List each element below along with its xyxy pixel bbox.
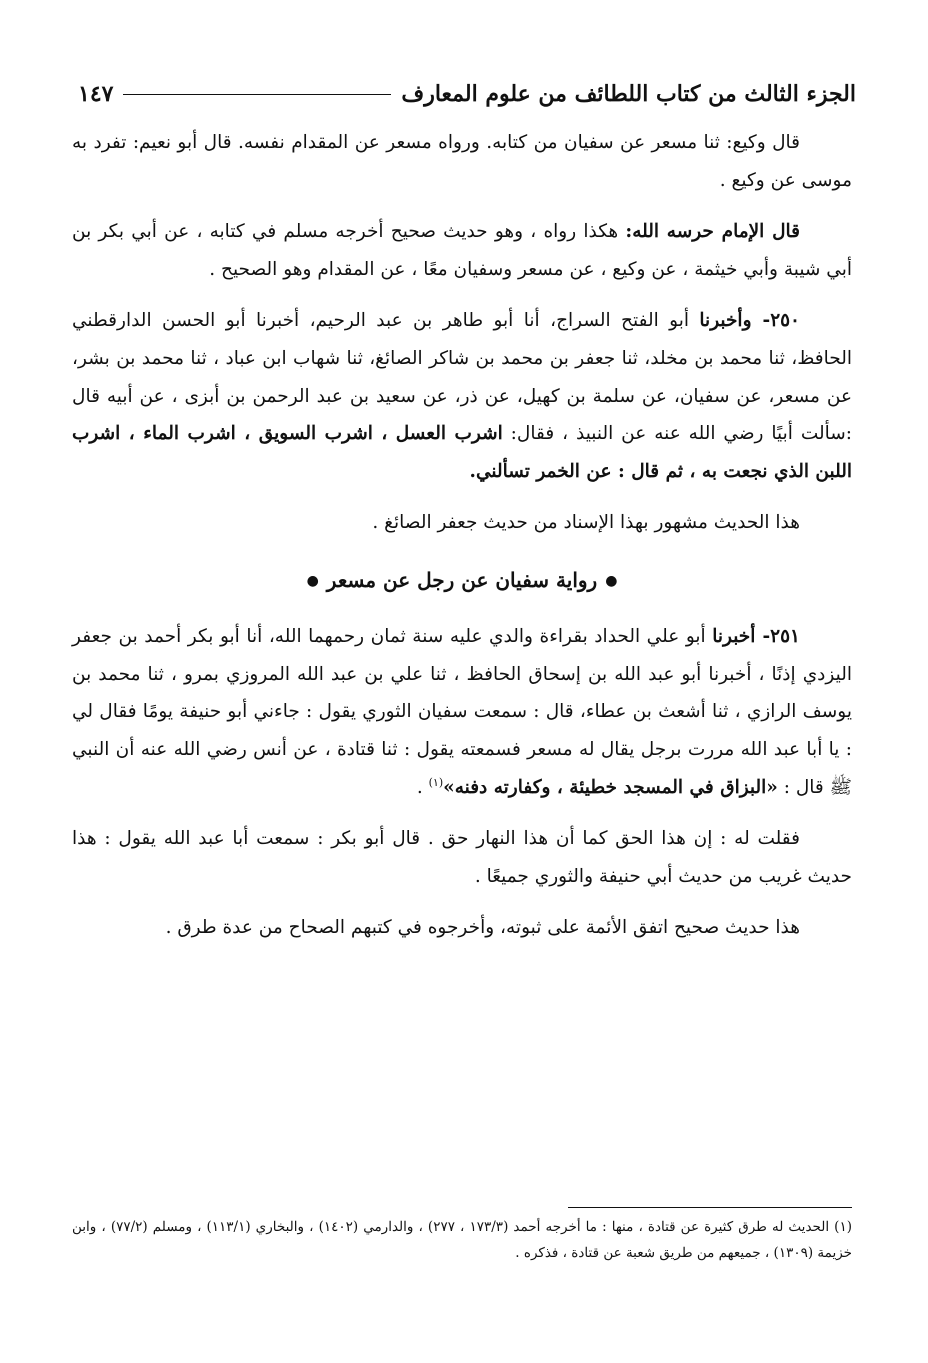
hadith-250-quote: اشرب العسل ، اشرب السويق ، اشرب الماء ، اشرب اللبن الذي نجعت به ، ثم قال : عن الخمر تسألني. bbox=[72, 423, 852, 482]
heading-bullet-icon: ● bbox=[306, 572, 319, 589]
paragraph-2 bbox=[72, 213, 852, 288]
body-text bbox=[72, 124, 852, 961]
hadith-251-quote: «البزاق في المسجد خطيئة ، وكفارته دفنه» bbox=[443, 776, 778, 798]
paragraph-2-lead: قال الإمام حرسه الله: bbox=[625, 221, 800, 243]
header-title: الجزء الثالث من كتاب اللطائف من علوم المعارف bbox=[401, 81, 856, 107]
paragraph-2-text: هكذا رواه ، وهو حديث صحيح أخرجه مسلم في كتابه ، عن أبي بكر بن أبي شيبة وأبي خيثمة ، عن وكيع ، عن مسعر وسفيان معًا ، عن المقدام وهو الصحيح . bbox=[72, 221, 852, 280]
hadith-251-text: أبو علي الحداد بقراءة والدي عليه سنة ثمان رحمهما الله، أنا أبو بكر أحمد بن جعفر اليزدي إذنًا ، أخبرنا أبو عبد الله بن إسحاق الحافظ ، ثنا علي بن عبد الله المروزي بمرو ، ثنا محمد بن يوسف الرازي ، ثنا أشعث بن عطاء، قال : سمعت سفيان الثوري يقول : جاءني أبو حنيفة يومًا فقال لي : يا أبا عبد الله مررت برجل يقال له مسعر فسمعته يقول : ثنا قتادة ، عن أنس رضي الله عنه أن النبي ﷺ قال : bbox=[72, 626, 852, 798]
hadith-250 bbox=[72, 302, 852, 490]
heading-bullet-icon: ● bbox=[605, 572, 618, 589]
footnote: (١) الحديث له طرق كثيرة عن قتادة ، منها : ما أخرجه أحمد (١٧٣/٣ ، ٢٧٧) ، والدارمي (١٤٠٢) ، والبخاري (١١٣/١) ، ومسلم (٧٧/٢) ، وابن خزيمة (١٣٠٩) ، جميعهم من طريق شعبة عن قتادة ، فذكره . bbox=[72, 1219, 852, 1261]
page-number: ١٤٧ bbox=[78, 81, 114, 107]
running-header bbox=[78, 74, 856, 114]
paragraph-4: هذا الحديث مشهور بهذا الإسناد من حديث جعفر الصائغ . bbox=[372, 512, 800, 534]
section-heading-text: رواية سفيان عن رجل عن مسعر bbox=[326, 567, 598, 592]
hadith-251-end: . bbox=[416, 776, 429, 798]
footnote-marker: (١) bbox=[428, 775, 444, 789]
hadith-250-number: ٢٥٠- وأخبرنا bbox=[699, 310, 800, 332]
hadith-250-text: أبو الفتح السراج، أنا أبو طاهر بن عبد الرحيم، أخبرنا أبو الحسن الدارقطني الحافظ، ثنا محمد بن مخلد، ثنا جعفر بن محمد بن شاكر الصائغ، ثنا شهاب ابن عباد ، ثنا محمد بن بشر، عن مسعر، عن سفيان، عن سلمة بن كهيل، عن ذر، عن سعيد بن عبد الرحمن بن أبزى ، عن أبيه قال :سألت أبيًا رضي الله عنه عن النبيذ ، فقال: bbox=[72, 310, 852, 445]
hadith-251 bbox=[72, 618, 852, 806]
header-rule bbox=[123, 94, 391, 95]
paragraph-6: فقلت له : إن هذا الحق كما أن هذا النهار حق . قال أبو بكر : سمعت أبا عبد الله يقول : هذا حديث غريب من حديث أبي حنيفة والثوري جميعًا . bbox=[72, 828, 852, 887]
paragraph-7: هذا حديث صحيح اتفق الأئمة على ثبوته، وأخرجوه في كتبهم الصحاح من عدة طرق . bbox=[165, 917, 800, 939]
paragraph-1: قال وكيع: ثنا مسعر عن سفيان من كتابه. ورواه مسعر عن المقدام نفسه. قال أبو نعيم: تفرد به موسى عن وكيع . bbox=[72, 132, 852, 191]
section-heading bbox=[72, 562, 852, 600]
footnote-rule bbox=[568, 1207, 852, 1208]
hadith-251-number: ٢٥١- أخبرنا bbox=[712, 626, 800, 648]
